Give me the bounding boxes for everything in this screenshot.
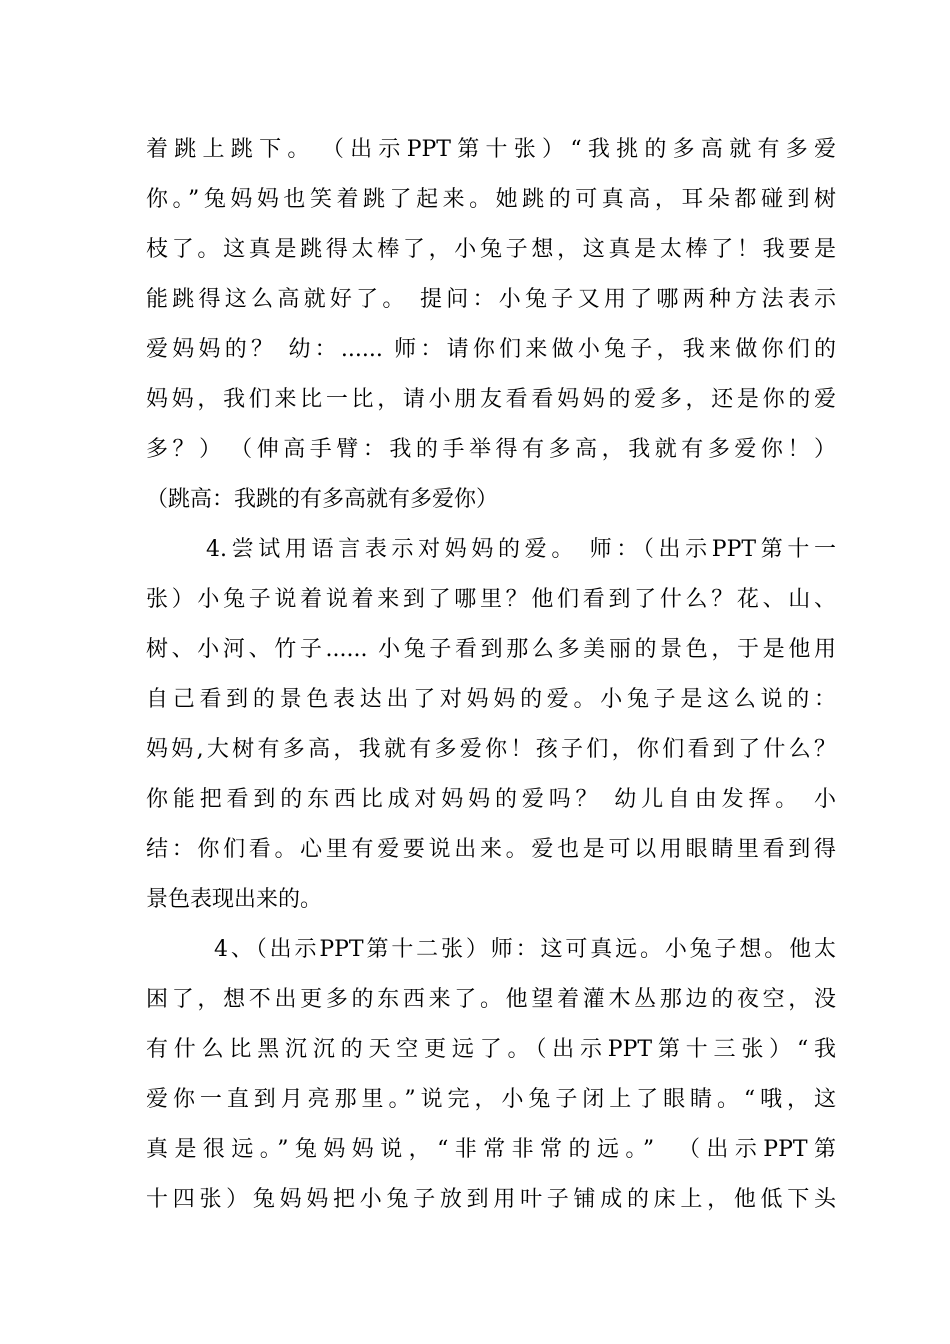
text-line: 张）小兔子说着说着来到了哪里？他们看到了什么？花、山、 bbox=[146, 587, 836, 612]
text-line: 能跳得这么高就好了。 提问：小兔子又用了哪两种方法表示 bbox=[146, 287, 836, 312]
text-line: 困了，想不出更多的东西来了。他望着灌木丛那边的夜空，没 bbox=[146, 987, 836, 1012]
text-line: 妈妈，我们来比一比，请小朋友看看妈妈的爱多，还是你的爱 bbox=[146, 387, 836, 412]
text-line: 你。”兔妈妈也笑着跳了起来。她跳的可真高，耳朵都碰到树 bbox=[146, 187, 836, 212]
text-line: 爱你一直到月亮那里。”说完，小兔子闭上了眼睛。“哦，这 bbox=[146, 1087, 836, 1112]
text-line: 景色表现出来的。 bbox=[146, 887, 323, 912]
text-line: 真是很远。”兔妈妈说，“非常非常的远。” （出示PPT第 bbox=[146, 1137, 836, 1162]
paragraph-start-line: 4、（出示PPT第十二张）师：这可真远。小兔子想。他太 bbox=[214, 937, 836, 962]
text-line: 自己看到的景色表达出了对妈妈的爱。小兔子是这么说的： bbox=[146, 687, 836, 712]
text-line: 十四张）兔妈妈把小兔子放到用叶子铺成的床上，他低下头 bbox=[146, 1187, 836, 1212]
text-line: （跳高：我跳的有多高就有多爱你） bbox=[146, 487, 499, 512]
text-line: 枝了。这真是跳得太棒了，小兔子想，这真是太棒了！我要是 bbox=[146, 237, 836, 262]
text-line: 树、小河、竹子...... 小兔子看到那么多美丽的景色，于是他用 bbox=[146, 637, 836, 662]
text-line: 你能把看到的东西比成对妈妈的爱吗？ 幼儿自由发挥。 小 bbox=[146, 787, 836, 812]
text-line: 爱妈妈的？ 幼：...... 师：请你们来做小兔子，我来做你们的 bbox=[146, 337, 836, 362]
paragraph-start-line: 4.尝试用语言表示对妈妈的爱。 师：（出示PPT第十一 bbox=[206, 537, 836, 562]
text-line: 结：你们看。心里有爱要说出来。爱也是可以用眼睛里看到得 bbox=[146, 837, 836, 862]
text-line: 着跳上跳下。 （出示PPT第十张）“我挑的多高就有多爱 bbox=[146, 137, 836, 162]
text-line: 有什么比黑沉沉的天空更远了。（出示PPT第十三张）“我 bbox=[146, 1037, 836, 1062]
text-line: 妈妈,大树有多高，我就有多爱你！孩子们，你们看到了什么？ bbox=[146, 737, 836, 762]
text-line: 多？） （伸高手臂：我的手举得有多高，我就有多爱你！） bbox=[146, 437, 836, 462]
